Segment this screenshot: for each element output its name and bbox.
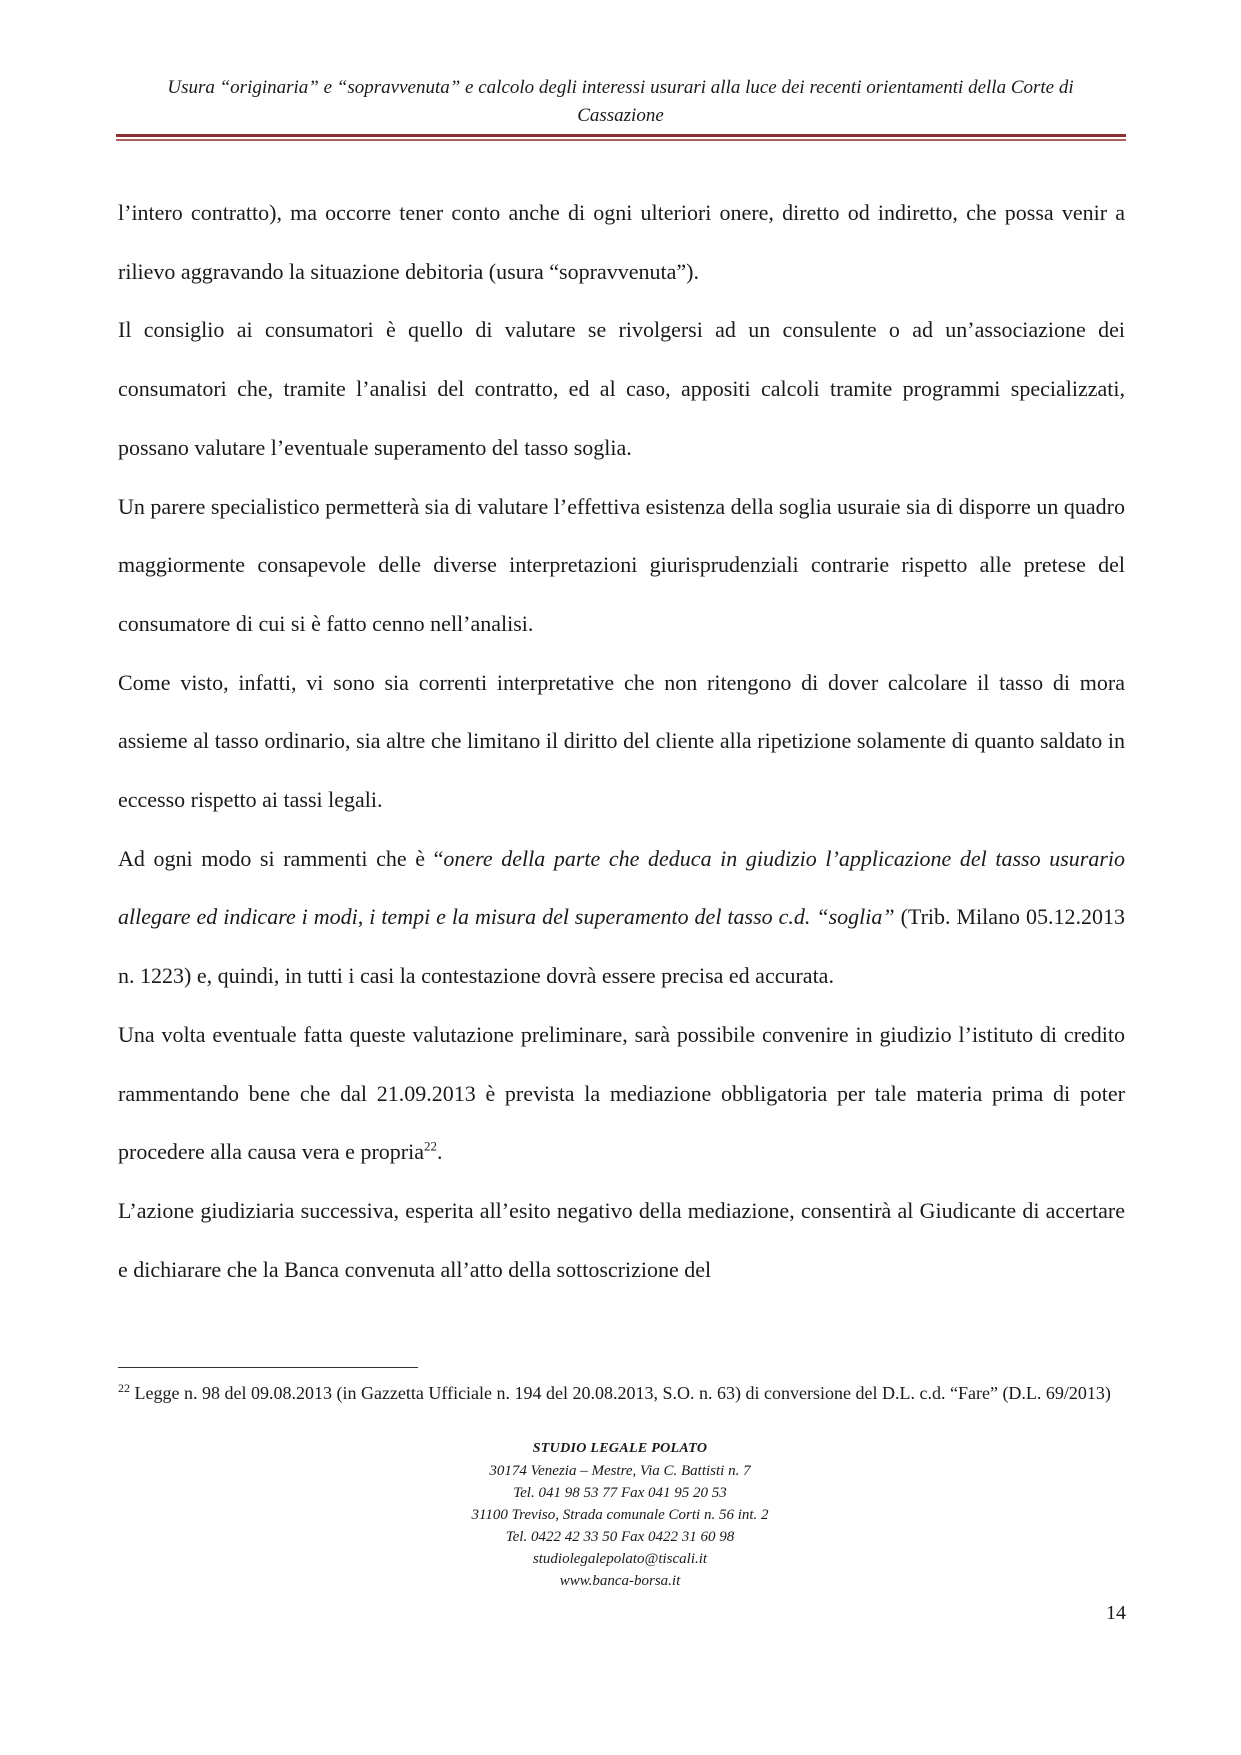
paragraph-6-end: . [436, 1139, 443, 1165]
paragraph-1: l’intero contratto), ma occorre tener conto anche di ogni ulteriori onere, diretto od indiretto, che possa venir a rilievo aggravando la situazione debitoria (usura “sopravvenuta”). [118, 200, 1125, 284]
body-text [118, 184, 1125, 1299]
footnote-reference[interactable]: 22 [423, 1138, 437, 1154]
footnote-separator [118, 1367, 418, 1368]
paragraph-6-text: Una volta eventuale fatta queste valutazione preliminare, sarà possibile convenire in giudizio l’istituto di credito rammentando bene che dal 21.09.2013 è prevista la mediazione obbligatoria per tale materia prima di poter procedere alla causa vera e propria [118, 1021, 1125, 1165]
paragraph-6 [118, 1006, 1125, 1182]
footnote-number: 22 [118, 1381, 130, 1395]
footer-address-treviso: 31100 Treviso, Strada comunale Corti n. 56 int. 2 [471, 1507, 769, 1523]
header-rule-secondary [116, 139, 1126, 141]
paragraph-5-quote: onere della parte che deduca in giudizio l’applicazione del tasso usurario allegare ed indicare i modi, i tempi e la misura del superamento del tasso c.d. “soglia” [118, 845, 1125, 930]
footer-website[interactable]: www.banca-borsa.it [559, 1573, 681, 1589]
paragraph-3: Un parere specialistico permetterà sia di valutare l’effettiva esistenza della soglia usuraie sia di disporre un quadro maggiormente consapevole delle diverse interpretazioni giurisprudenziali contrarie rispetto alle pretese del consumatore di cui si è fatto cenno nell’analisi. [118, 493, 1125, 636]
paragraph-5-intro: Ad ogni modo si rammenti che è “ [118, 845, 444, 871]
paragraph-5-citation: (Trib. Milano 05.12.2013 n. 1223) e, quindi, in tutti i casi la contestazione dovrà essere precisa ed accurata. [118, 904, 1126, 989]
footer-firm-name: STUDIO LEGALE POLATO [532, 1441, 708, 1456]
letterhead-footer [320, 1438, 920, 1592]
footer-address-venezia: 30174 Venezia – Mestre, Via C. Battisti n. 7 [489, 1463, 751, 1479]
footer-phone-venezia: Tel. 041 98 53 77 Fax 041 95 20 53 [513, 1485, 727, 1501]
paragraph-4: Come visto, infatti, vi sono sia correnti interpretative che non ritengono di dover calcolare il tasso di mora assieme al tasso ordinario, sia altre che limitano il diritto del cliente alla ripetizione solamente di quanto saldato in eccesso rispetto ai tassi legali. [118, 669, 1125, 813]
footnote-text: Legge n. 98 del 09.08.2013 (in Gazzetta Ufficiale n. 194 del 20.08.2013, S.O. n. 63) di conversione del D.L. c.d. “Fare” (D.L. 69/2013) [130, 1383, 1111, 1403]
header-title-line2: Cassazione [577, 105, 664, 126]
running-header [110, 74, 1131, 130]
footer-phone-treviso: Tel. 0422 42 33 50 Fax 0422 31 60 98 [505, 1529, 735, 1545]
page-number: 14 [1106, 1602, 1126, 1624]
footnote [118, 1380, 1125, 1406]
footer-email[interactable]: studiolegalepolato@tiscali.it [532, 1551, 708, 1567]
paragraph-7: L’azione giudiziaria successiva, esperita all’esito negativo della mediazione, consentirà al Giudicante di accertare e dichiarare che la Banca convenuta all’atto della sottoscrizione del [118, 1197, 1125, 1282]
header-rule [116, 134, 1126, 137]
paragraph-5 [118, 830, 1125, 1006]
header-title-line1: Usura “originaria” e “sopravvenuta” e calcolo degli interessi usurari alla luce dei recenti orientamenti della Corte di [167, 77, 1074, 98]
paragraph-2: Il consiglio ai consumatori è quello di valutare se rivolgersi ad un consulente o ad un’associazione dei consumatori che, tramite l’analisi del contratto, ed al caso, appositi calcoli tramite programmi specializzati, possano valutare l’eventuale superamento del tasso soglia. [118, 317, 1125, 460]
